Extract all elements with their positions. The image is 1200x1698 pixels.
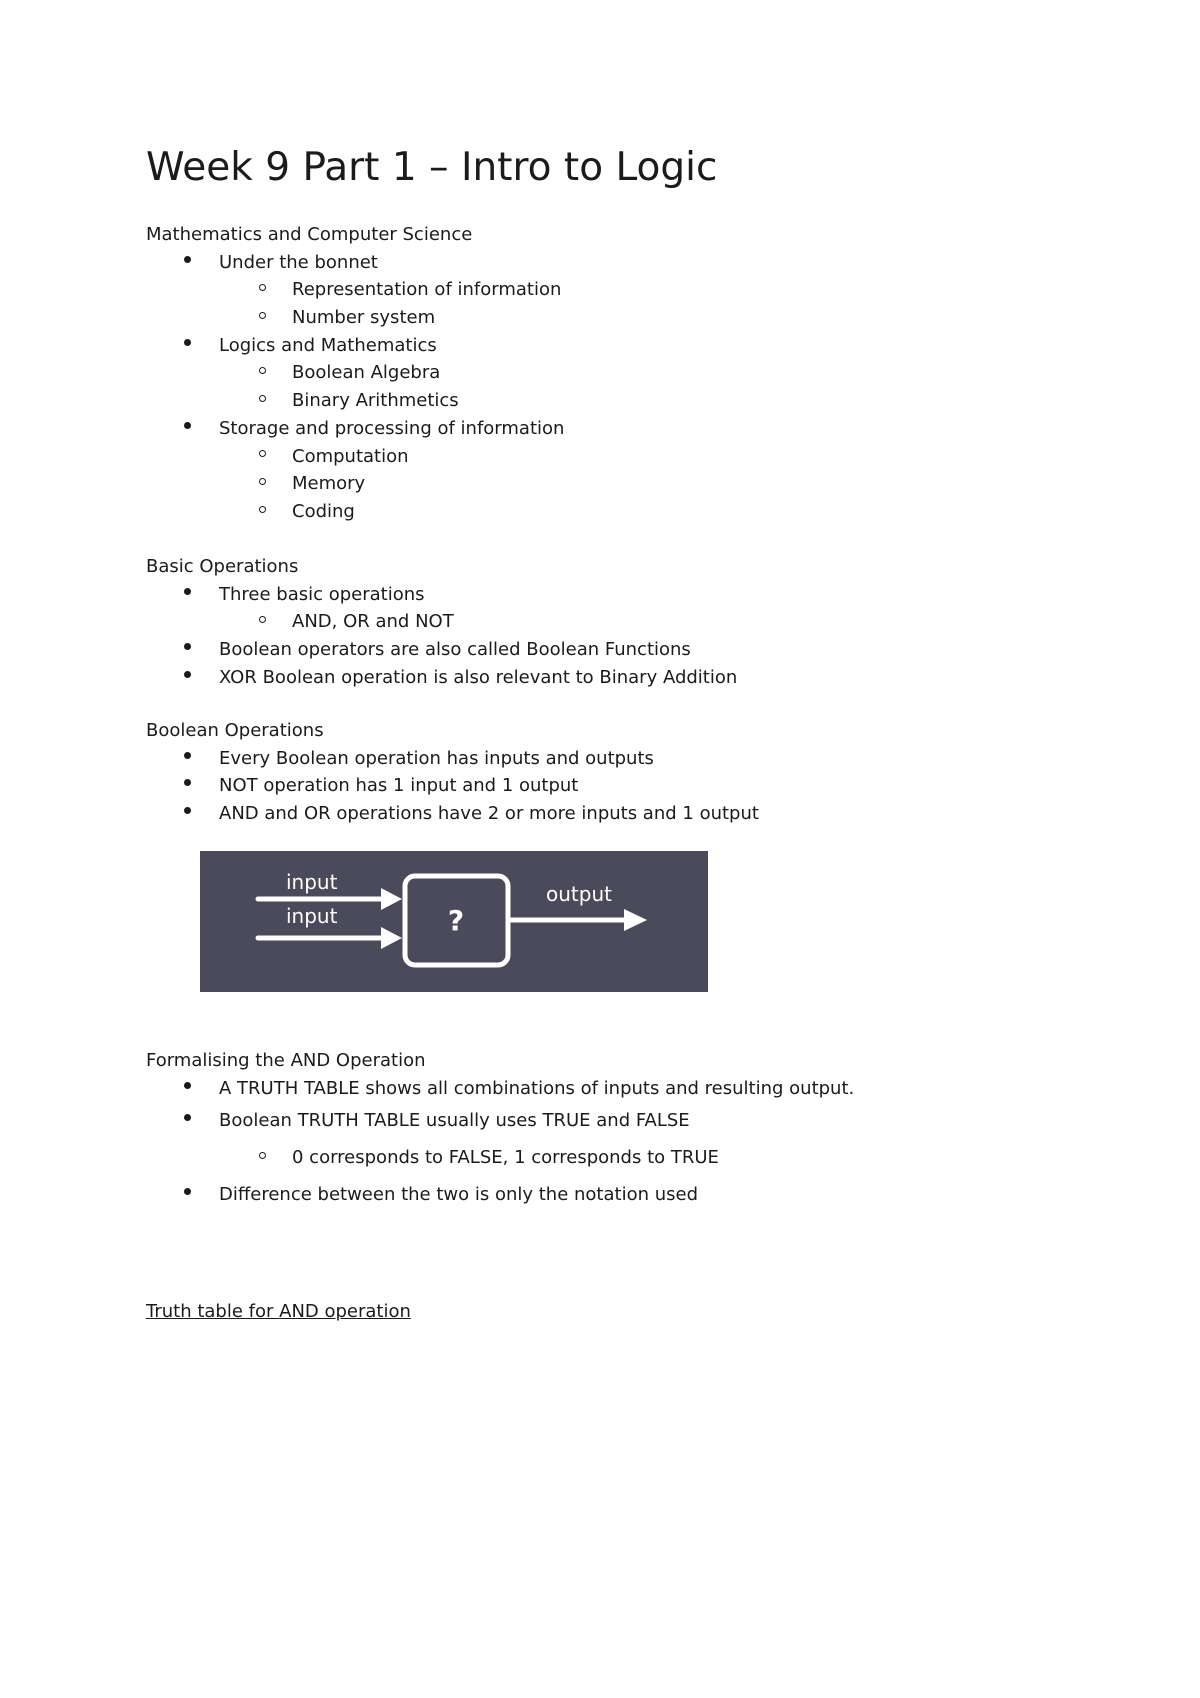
bullet-icon (184, 1114, 191, 1121)
section-heading: Formalising the AND Operation (146, 1050, 426, 1071)
output-label: output (546, 882, 612, 906)
circle-bullet-icon (259, 616, 266, 623)
list-item: Three basic operations (146, 581, 737, 609)
bullet-icon (184, 256, 191, 263)
bullet-icon (184, 339, 191, 346)
list-item: Boolean operators are also called Boolean Functions (146, 636, 737, 664)
list-item: A TRUTH TABLE shows all combinations of inputs and resulting output. (146, 1075, 854, 1103)
bullet-icon (184, 422, 191, 429)
sub-list-item: Memory (146, 470, 564, 498)
bullet-icon (184, 1188, 191, 1195)
list-item: Difference between the two is only the notation used (146, 1176, 854, 1213)
circle-bullet-icon (259, 1152, 266, 1159)
bullet-icon (184, 752, 191, 759)
section-truth-table (146, 1298, 411, 1326)
bullet-icon (184, 588, 191, 595)
sub-list-item: Binary Arithmetics (146, 387, 564, 415)
bullet-icon (184, 807, 191, 814)
list-item: Every Boolean operation has inputs and outputs (146, 745, 759, 773)
section-heading: Boolean Operations (146, 720, 324, 741)
circle-bullet-icon (259, 395, 266, 402)
circle-bullet-icon (259, 284, 266, 291)
sub-list-item: Representation of information (146, 276, 564, 304)
sub-list-item: Boolean Algebra (146, 359, 564, 387)
input-label-1: input (286, 870, 338, 894)
input-label-2: input (286, 904, 338, 928)
section-heading: Basic Operations (146, 556, 299, 577)
section-formalising-and (146, 1047, 854, 1213)
logic-gate-diagram (200, 851, 708, 992)
list-item: Logics and Mathematics (146, 332, 564, 360)
list-item: NOT operation has 1 input and 1 output (146, 772, 759, 800)
section-boolean-operations (146, 717, 759, 828)
operation-box-label: ? (447, 904, 465, 937)
circle-bullet-icon (259, 506, 266, 513)
list-item: XOR Boolean operation is also relevant to Binary Addition (146, 664, 737, 692)
section-heading: Mathematics and Computer Science (146, 224, 473, 245)
list-item: Boolean TRUTH TABLE usually uses TRUE and FALSE (146, 1102, 854, 1139)
page-title: Week 9 Part 1 – Intro to Logic (146, 145, 718, 190)
bullet-icon (184, 779, 191, 786)
sub-list-item: Number system (146, 304, 564, 332)
sub-list-item: 0 corresponds to FALSE, 1 corresponds to TRUE (146, 1139, 854, 1176)
sub-list-item: Coding (146, 498, 564, 526)
circle-bullet-icon (259, 478, 266, 485)
sub-list-item: Computation (146, 443, 564, 471)
circle-bullet-icon (259, 450, 266, 457)
list-item: AND and OR operations have 2 or more inputs and 1 output (146, 800, 759, 828)
bullet-icon (184, 1082, 191, 1089)
section-math-cs (146, 221, 564, 526)
circle-bullet-icon (259, 367, 266, 374)
circle-bullet-icon (259, 312, 266, 319)
bullet-icon (184, 671, 191, 678)
bullet-icon (184, 643, 191, 650)
list-item: Under the bonnet (146, 249, 564, 277)
section-basic-operations (146, 553, 737, 691)
section-heading: Truth table for AND operation (146, 1301, 411, 1322)
list-item: Storage and processing of information (146, 415, 564, 443)
sub-list-item: AND, OR and NOT (146, 608, 737, 636)
